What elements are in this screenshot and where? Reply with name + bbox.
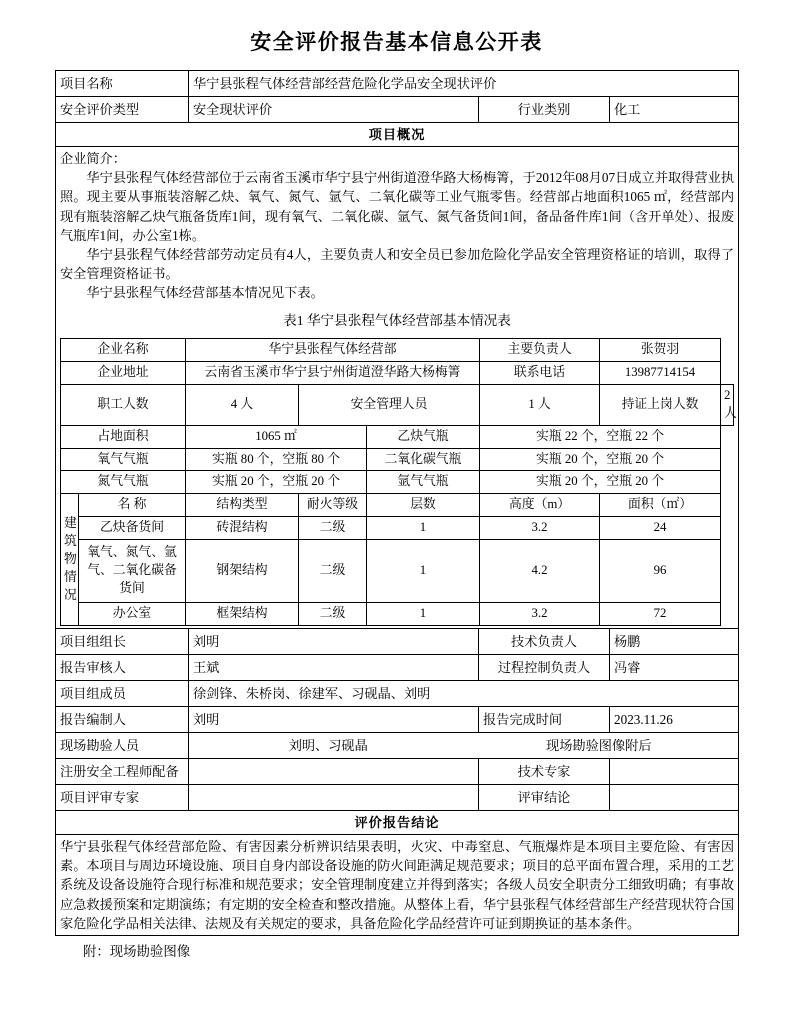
- table-row-address: [61, 361, 734, 384]
- acetylene-label: 乙炔气瓶: [367, 425, 480, 448]
- reviewer-label: 报告审核人: [56, 655, 189, 681]
- intro-paragraph-1: 华宁县张程气体经营部位于云南省玉溪市华宁县宁州街道澄华路大杨梅箐，于2012年08月07日成立并取得营业执照。现主要从事瓶装溶解乙炔、氧气、氮气、氩气、二氧化碳等工业气瓶零售。经营部占地面积1065 ㎡，经营部内现有瓶装溶解乙炔气瓶备货库1间，现有氧气、二氧化碳、氩气、氮气备货间1间，备品备件库1间（含开单处）、报废气瓶库1间，办公室1栋。: [60, 170, 735, 243]
- table-row-conclusion-body: [56, 835, 739, 936]
- members-value: 徐剑锋、朱桥岗、徐建军、习砚晶、刘明: [189, 681, 739, 707]
- leader-label: 项目组组长: [56, 629, 189, 655]
- nitrogen-value: 实瓶 20 个，空瓶 20 个: [186, 471, 367, 494]
- building-area: 72: [600, 603, 721, 626]
- certified-value: 2 人: [721, 384, 734, 425]
- project-name-value: 华宁县张程气体经营部经营危险化学品安全现状评价: [189, 71, 739, 97]
- building-name: 氧气、氮气、氩气、二氧化碳备货间: [79, 540, 186, 603]
- table-row-overview-title: [56, 123, 739, 147]
- table-row-conclusion-title: [56, 811, 739, 835]
- industry-value: 化工: [610, 97, 739, 123]
- oxygen-label: 氧气气瓶: [61, 448, 186, 471]
- intro-paragraph-2: 华宁县张程气体经营部劳动定员有4人，主要负责人和安全员已参加危险化学品安全管理资格证的培训，取得了安全管理资格证书。: [60, 246, 735, 281]
- members-label: 项目组成员: [56, 681, 189, 707]
- company-name-label: 企业名称: [61, 338, 186, 361]
- co2-label: 二氧化碳气瓶: [367, 448, 480, 471]
- building-col-floors: 层数: [367, 494, 480, 517]
- table-row-engineer: [56, 759, 739, 785]
- survey-label: 现场勘验人员: [56, 733, 189, 759]
- table-row-staff: [61, 384, 734, 425]
- project-name-label: 项目名称: [56, 71, 189, 97]
- phone-label: 联系电话: [480, 361, 600, 384]
- company-name-value: 华宁县张程气体经营部: [186, 338, 480, 361]
- industry-label: 行业类别: [479, 97, 610, 123]
- area-value: 1065 ㎡: [186, 425, 367, 448]
- building-name: 乙炔备货间: [79, 517, 186, 540]
- overview-section-title: 项目概况: [56, 123, 739, 147]
- building-fire-rating: 二级: [299, 603, 367, 626]
- building-fire-rating: 二级: [299, 540, 367, 603]
- tech-lead-value: 杨鹏: [610, 629, 739, 655]
- review-conclusion-value: [610, 785, 739, 811]
- building-col-name: 名 称: [79, 494, 186, 517]
- building-height: 3.2: [480, 603, 600, 626]
- staff-label: 职工人数: [61, 384, 186, 425]
- table-row-overview-body: [56, 147, 739, 629]
- safety-manager-value: 1 人: [480, 384, 600, 425]
- building-structure: 钢架结构: [186, 540, 299, 603]
- reviewer-value: 王斌: [189, 655, 479, 681]
- area-label: 占地面积: [61, 425, 186, 448]
- address-value: 云南省玉溪市华宁县宁州街道澄华路大杨梅箐: [186, 361, 480, 384]
- building-fire-rating: 二级: [299, 517, 367, 540]
- table-row-company-name: [61, 338, 734, 361]
- eval-type-value: 安全现状评价: [189, 97, 479, 123]
- table-row-building-2: [61, 540, 734, 603]
- intro-label: 企业简介：: [60, 151, 126, 167]
- review-expert-label: 项目评审专家: [56, 785, 189, 811]
- review-conclusion-label: 评审结论: [479, 785, 610, 811]
- table-row-building-3: [61, 603, 734, 626]
- table-row-reviewer: [56, 655, 739, 681]
- overview-body: [56, 147, 739, 629]
- building-name: 办公室: [79, 603, 186, 626]
- main-info-table: [55, 70, 739, 936]
- completion-label: 报告完成时间: [479, 707, 610, 733]
- building-height: 4.2: [480, 540, 600, 603]
- table-row-eval-type: [56, 97, 739, 123]
- building-col-fire-rating: 耐火等级: [299, 494, 367, 517]
- nitrogen-label: 氮气气瓶: [61, 471, 186, 494]
- expert-value: [610, 759, 739, 785]
- table-row-nitrogen: [61, 471, 734, 494]
- leader-value: 刘明: [189, 629, 479, 655]
- acetylene-value: 实瓶 22 个，空瓶 22 个: [480, 425, 721, 448]
- building-floors: 1: [367, 603, 480, 626]
- principal-value: 张贺羽: [600, 338, 721, 361]
- address-label: 企业地址: [61, 361, 186, 384]
- basic-situation-table: [60, 338, 737, 626]
- table-row-oxygen: [61, 448, 734, 471]
- engineer-value: [189, 759, 479, 785]
- table-row-area: [61, 425, 734, 448]
- building-col-height: 高度（m）: [480, 494, 600, 517]
- building-area: 24: [600, 517, 721, 540]
- engineer-label: 注册安全工程师配备: [56, 759, 189, 785]
- process-lead-label: 过程控制负责人: [479, 655, 610, 681]
- survey-note: 现场勘验图像附后: [546, 737, 652, 753]
- buildings-vertical-label: 建 筑 物 情 况: [61, 494, 79, 626]
- principal-label: 主要负责人: [480, 338, 600, 361]
- author-value: 刘明: [189, 707, 479, 733]
- survey-cell: [189, 733, 739, 759]
- conclusion-section-title: 评价报告结论: [56, 811, 739, 835]
- survey-value: 刘明、习砚晶: [288, 737, 368, 753]
- co2-value: 实瓶 20 个，空瓶 20 个: [480, 448, 721, 471]
- table-row-leader: [56, 629, 739, 655]
- building-floors: 1: [367, 540, 480, 603]
- attachment-note: 附：现场勘验图像: [83, 943, 191, 959]
- safety-manager-label: 安全管理人员: [299, 384, 480, 425]
- eval-type-label: 安全评价类型: [56, 97, 189, 123]
- table-row-members: [56, 681, 739, 707]
- phone-value: 13987714154: [600, 361, 721, 384]
- oxygen-value: 实瓶 80 个，空瓶 80 个: [186, 448, 367, 471]
- building-area: 96: [600, 540, 721, 603]
- intro-paragraph-3: 华宁县张程气体经营部基本情况见下表。: [86, 285, 324, 301]
- building-floors: 1: [367, 517, 480, 540]
- expert-label: 技术专家: [479, 759, 610, 785]
- argon-label: 氩气气瓶: [367, 471, 480, 494]
- basic-table-caption: 表1 华宁县张程气体经营部基本情况表: [283, 313, 511, 329]
- page-title: 安全评价报告基本信息公开表: [250, 31, 543, 54]
- building-col-structure: 结构类型: [186, 494, 299, 517]
- argon-value: 实瓶 20 个，空瓶 20 个: [480, 471, 721, 494]
- table-row-survey: [56, 733, 739, 759]
- tech-lead-label: 技术负责人: [479, 629, 610, 655]
- staff-value: 4 人: [186, 384, 299, 425]
- building-height: 3.2: [480, 517, 600, 540]
- building-structure: 砖混结构: [186, 517, 299, 540]
- table-row-building-header: [61, 494, 734, 517]
- building-structure: 框架结构: [186, 603, 299, 626]
- table-row-author: [56, 707, 739, 733]
- table-row-review-expert: [56, 785, 739, 811]
- certified-label: 持证上岗人数: [600, 384, 721, 425]
- conclusion-text: 华宁县张程气体经营部危险、有害因素分析辨识结果表明，火灾、中毒窒息、气瓶爆炸是本项目主要危险、有害因素。本项目与周边环境设施、项目自身内部设备设施的防火间距满足规范要求；项目的总平面布置合理，采用的工艺系统及设备设施符合现行标准和规范要求；安全管理制度建立并得到落实；各级人员安全职责分工细致明确；有事故应急救援预案和定期演练；有定期的安全检查和整改措施。从整体上看，华宁县张程气体经营部生产经营现状符合国家危险化学品相关法律、法规及有关规定的要求，具备危险化学品经营许可证到期换证的基本条件。: [56, 835, 739, 936]
- review-expert-value: [189, 785, 479, 811]
- process-lead-value: 冯睿: [610, 655, 739, 681]
- completion-value: 2023.11.26: [610, 707, 739, 733]
- table-row-building-1: [61, 517, 734, 540]
- building-col-area: 面积（㎡）: [600, 494, 721, 517]
- table-row-project-name: [56, 71, 739, 97]
- author-label: 报告编制人: [56, 707, 189, 733]
